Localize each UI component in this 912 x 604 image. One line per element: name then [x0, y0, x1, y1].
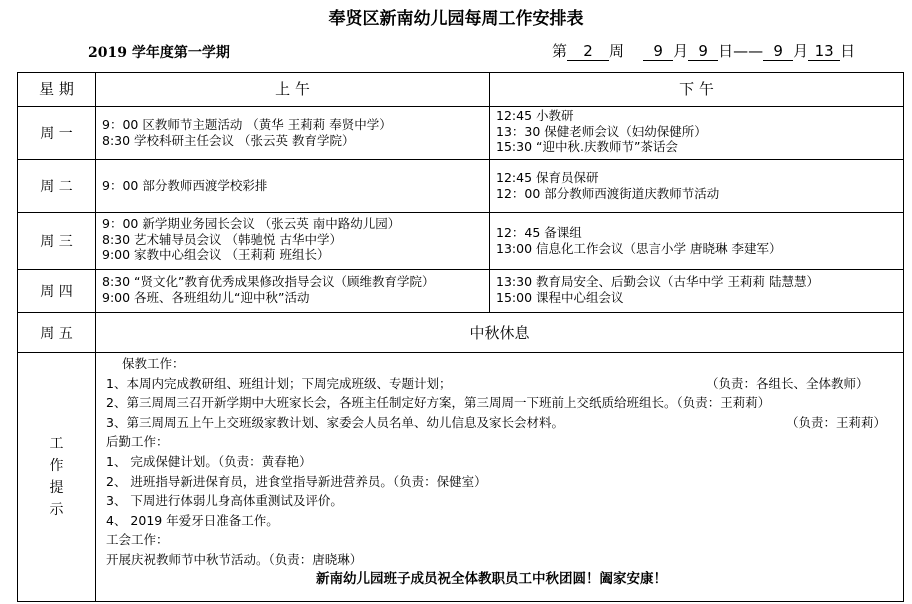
edu-item-resp: （负责：各组长、全体教师） — [706, 375, 869, 391]
end-char: 日 — [840, 42, 856, 60]
edu-item — [106, 413, 903, 433]
schedule-line: 12：45 备课组 — [496, 225, 582, 240]
schedule-line: 8:30 “贤文化”教育优秀成果修改指导会议（顾维教育学院） — [102, 274, 435, 289]
schedule-line: 13:00 信息化工作会议（思言小学 唐晓琳 李建军） — [496, 240, 782, 256]
edu-item-text: 3、第三周周五上午上交班级家教计划、家委会人员名单、幼儿信息及家长会材料。 — [106, 414, 564, 430]
logistics-item: 3、 下周进行体弱儿身高体重测试及评价。 — [106, 493, 343, 509]
am-cell-tue — [95, 159, 490, 213]
notes-label-char: 作 — [49, 458, 64, 474]
closing-slogan: 新南幼儿园班子成员祝全体教职员工中秋团圆！阖家安康！ — [316, 570, 667, 587]
edu-item-resp: （负责：王莉莉） — [786, 414, 887, 430]
logistics-item: 1、 完成保健计划。（负责：黄春艳） — [106, 453, 312, 469]
from-day: 9 — [688, 43, 718, 61]
holiday-cell-fri: 中秋休息 — [95, 312, 904, 353]
month-char: 月 — [673, 42, 689, 60]
schedule-line: 9：00 部分教师西渡学校彩排 — [102, 178, 268, 193]
day-dash: 日—— — [718, 42, 764, 60]
notes-cell — [95, 352, 904, 602]
day-label-wed: 周 三 — [17, 212, 96, 270]
week-suffix: 周 — [609, 42, 625, 60]
pm-cell-thu — [489, 269, 904, 313]
edu-title: 保教工作： — [122, 356, 185, 371]
logistics-title: 后勤工作： — [106, 434, 169, 450]
schedule-line: 12：00 部分教师西渡街道庆教师节活动 — [496, 185, 720, 201]
pm-cell-wed — [489, 212, 904, 270]
header-am: 上 午 — [95, 72, 490, 107]
week-prefix: 第 — [552, 42, 568, 60]
day-label-mon: 周 一 — [17, 106, 96, 160]
edu-item — [106, 393, 903, 413]
term-label: 2019 学年度第一学期 — [88, 45, 230, 61]
edu-item-text: 1、本周内完成教研组、班组计划；下周完成班级、专题计划； — [106, 375, 452, 391]
am-cell-wed — [95, 212, 490, 270]
header-day: 星 期 — [17, 72, 96, 107]
schedule-line: 15:00 课程中心组会议 — [496, 289, 624, 305]
schedule-line: 13：30 保健老师会议（妇幼保健所） — [496, 123, 707, 139]
from-month: 9 — [643, 43, 673, 61]
pm-cell-tue — [489, 159, 904, 213]
month-char-2: 月 — [793, 42, 809, 60]
schedule-line: 13:30 教育局安全、后勤会议（古华中学 王莉莉 陆慧慧） — [496, 274, 819, 289]
schedule-line: 9：00 区教师节主题活动 （黄华 王莉莉 奉贤中学） — [102, 117, 392, 132]
union-title: 工会工作： — [106, 532, 169, 548]
logistics-item: 2、 进班指导新进保育员，进食堂指导新进营养员。（负责：保健室） — [106, 473, 487, 489]
am-cell-thu — [95, 269, 490, 313]
week-range — [552, 40, 855, 61]
notes-label-char: 工 — [49, 436, 64, 452]
edu-item — [106, 374, 903, 394]
notes-label — [17, 352, 96, 602]
schedule-line: 8:30 学校科研主任会议 （张云英 教育学院） — [102, 132, 355, 148]
notes-label-char: 提 — [49, 480, 64, 496]
day-label-tue: 周 二 — [17, 159, 96, 213]
union-item: 开展庆祝教师节中秋节活动。（负责：唐晓琳） — [106, 551, 363, 567]
edu-item-text: 2、第三周周三召开新学期中大班家长会，各班主任制定好方案，第三周周一下班前上交纸质给班组长。 — [106, 395, 677, 411]
notes-label-char: 示 — [49, 502, 64, 518]
day-label-thu: 周 四 — [17, 269, 96, 313]
schedule-line: 8:30 艺术辅导员会议 （韩驰悦 古华中学） — [102, 231, 342, 247]
schedule-line: 9:00 各班、各班组幼儿“迎中秋”活动 — [102, 289, 310, 305]
week-number: 2 — [567, 43, 609, 61]
edu-item-resp: （负责：王莉莉） — [676, 395, 771, 411]
schedule-line: 9:00 家教中心组会议 （王莉莉 班组长） — [102, 247, 330, 262]
to-month: 9 — [763, 43, 793, 61]
page-title: 奉贤区新南幼儿园每周工作安排表 — [328, 9, 584, 29]
schedule-line: 15:30 “迎中秋.庆教师节”茶话会 — [496, 139, 678, 154]
logistics-item: 4、 2019 年爱牙日准备工作。 — [106, 512, 279, 528]
to-day: 13 — [808, 43, 840, 61]
pm-cell-mon — [489, 106, 904, 160]
day-label-fri: 周 五 — [17, 312, 96, 353]
header-pm: 下 午 — [489, 72, 904, 107]
am-cell-mon — [95, 106, 490, 160]
schedule-line: 9：00 新学期业务园长会议 （张云英 南中路幼儿园） — [102, 216, 401, 231]
schedule-line: 12:45 保育员保研 — [496, 170, 599, 185]
schedule-line: 12:45 小教研 — [496, 108, 574, 123]
